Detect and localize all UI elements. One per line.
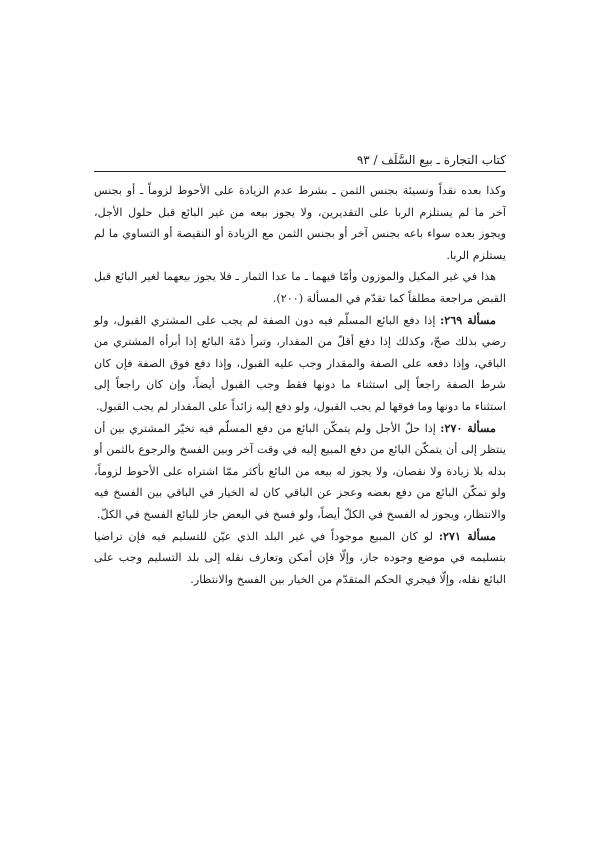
paragraph-text: إذا دفع البائع المسلّم فيه دون الصفة لم يجب على المشتري القبول، ولو رضي بذلك صحّ، وكذلك إذا دفع أقلّ من المقدار، وتبرأ ذمّة البائع إذا أبرأه المشتري من الباقي، وإذا دفعه على الصفة والمقدار وجب عليه القبول، وإذا دفع فوق الصفة فإن كان شرط الصفة راجعاً إلى استثناء ما دونها فقط وجب القبول أيضاً، وإن كان راجعاً إلى استثناء ما دونها وما فوقها لم يجب القبول، ولو دفع إليه زائداً على المقدار لم يجب القبول.: [94, 313, 506, 413]
page-body: [94, 180, 506, 590]
masala-label: مسألة ٢٧١:: [438, 528, 496, 543]
paragraph-text: هذا في غير المكيل والموزون وأمّا فيهما ـ ما عدا الثمار ـ فلا يجوز بيعهما لغير البائع قبل القبض مراجعة مطلقاً كما تقدّم في المسألة (٢٠٠).: [94, 270, 506, 305]
paragraph-text: لو كان المبيع موجوداً في غير البلد الذي عيّن للتسليم فيه فإن تراضيا بتسليمه في موضع وجوده جاز، وإلّا فإن أمكن وتعارف نقله إلى بلد التسليم وجب على البائع نقله، وإلّا فيجري الحكم المتقدّم من الخيار بين الفسخ والانتظار.: [94, 529, 506, 586]
paragraph-masala-271: [94, 526, 506, 591]
paragraph-masala-269: [94, 310, 506, 418]
masala-label: مسألة ٢٧٠:: [440, 420, 496, 435]
paragraph-note: [94, 266, 506, 309]
running-title: كتاب التجارة ـ بيع السَّلَف / ٩٣: [356, 153, 506, 167]
paragraph-masala-270: [94, 418, 506, 526]
book-page: [94, 152, 506, 590]
paragraph-continuation: [94, 180, 506, 266]
running-header: [94, 152, 506, 172]
paragraph-text: وكذا بعده نقداً ونسيئة بجنس الثمن ـ بشرط عدم الزيادة على الأحوط لزوماً ـ أو بجنس آخر ما لم يستلزم الربا على التقديرين، ولا يجوز بيعه من غير البائع قبل حلول الأجل، ويجوز بعده سواء باعه بجنس آخر أو بجنس الثمن مع الزيادة أو النقيصة أو التساوي ما لم يستلزم الربا.: [94, 184, 506, 262]
masala-label: مسألة ٢٦٩:: [440, 312, 496, 327]
paragraph-text: إذا حلّ الأجل ولم يتمكّن البائع من دفع المسلّم فيه تخيّر المشتري بين أن ينتظر إلى أن يتمكّن البائع من دفع المبيع إليه في وقت آخر وبين الفسخ والرجوع بالثمن أو بدله بلا زيادة ولا نقصان، ولا يجوز له بيعه من البائع بأكثر ممّا اشتراه على الأحوط لزوماً، ولو تمكّن البائع من دفع بعضه وعجز عن الباقي كان له الخيار في الباقي بين الفسخ فيه والانتظار، ويجوز له الفسخ في الكلّ أيضاً، ولو فسخ في البعض جاز للبائع الفسخ في الكلّ.: [94, 421, 506, 521]
